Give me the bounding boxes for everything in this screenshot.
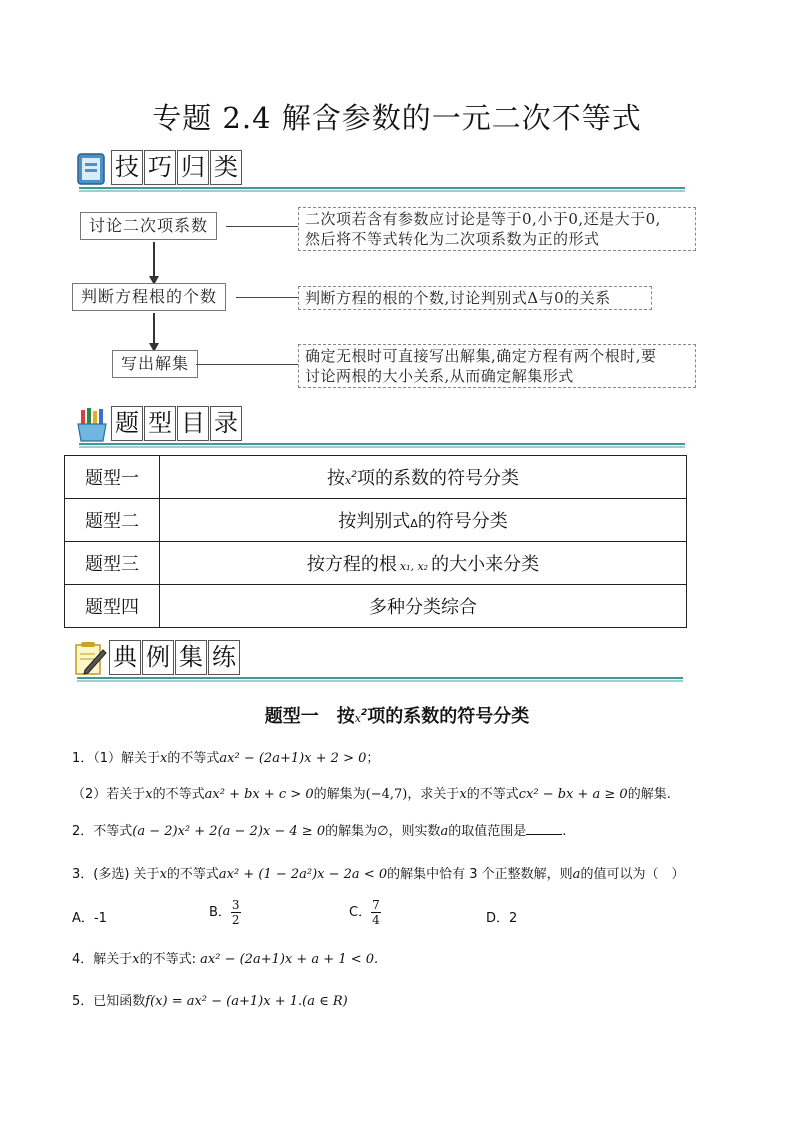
question-5: 5．已知函数f(x) = ax² − (a+1)x + 1.(a ∈ R): [72, 994, 348, 1009]
section-char: 归: [177, 150, 209, 185]
type-one-heading: 题型一 按$x^2$项的系数的符号分类: [264, 706, 530, 727]
question-1b: （2）若关于x的不等式ax² + bx + c > 0的解集为(−4,7)，求关于x的不等式cx² − bx + a ≥ 0的解集.: [72, 787, 671, 802]
question-1a: 1．（1）解关于x的不等式ax² − (2a+1)x + 2 > 0；: [72, 751, 380, 766]
type-key: 题型三: [65, 542, 160, 585]
answer-blank[interactable]: [526, 822, 562, 835]
option-c[interactable]: C． $\frac{7}{4}$: [349, 898, 380, 927]
flow-arrow-line: [153, 242, 155, 278]
table-row: [65, 456, 687, 499]
type-desc: 按判别式Δ的符号分类: [160, 499, 687, 542]
type-desc: 多种分类综合: [160, 585, 687, 628]
section-char: 集: [175, 640, 207, 675]
section-header-skills: [75, 150, 685, 192]
connector: [196, 364, 300, 365]
flow-step-2: 判断方程根的个数: [72, 283, 226, 311]
connector: [236, 297, 300, 298]
question-4: 4．解关于x的不等式: ax² − (2a+1)x + a + 1 < 0.: [72, 952, 379, 967]
pencil-cup-icon: [75, 408, 109, 442]
section-char: 练: [208, 640, 240, 675]
option-b[interactable]: B． $\frac{3}{2}$: [209, 898, 240, 927]
flow-note-1: 二次项若含有参数应讨论是等于0,小于0,还是大于0, 然后将不等式转化为二次项系数为正的形式: [298, 207, 696, 251]
section-char: 录: [210, 406, 242, 441]
option-d[interactable]: D．2: [486, 911, 518, 926]
connector: [226, 226, 300, 227]
section-char: 类: [210, 150, 242, 185]
question-2: 2．不等式(a − 2)x² + 2(a − 2)x − 4 ≥ 0的解集为∅，则实数a的取值范围是 .: [72, 824, 567, 839]
section-char: 巧: [144, 150, 176, 185]
type-key: 题型二: [65, 499, 160, 542]
section-char: 技: [111, 150, 143, 185]
section-char: 题: [111, 406, 143, 441]
notepad-pencil-icon: [73, 642, 107, 676]
flow-note-3: 确定无根时可直接写出解集,确定方程有两个根时,要 讨论两根的大小关系,从而确定解集形式: [298, 344, 696, 388]
table-row: [65, 499, 687, 542]
flow-step-1: 讨论二次项系数: [80, 212, 217, 240]
section-header-examples: [73, 640, 683, 682]
type-desc: 按$x^2$项的系数的符号分类: [160, 456, 687, 499]
flow-step-3: 写出解集: [112, 350, 198, 378]
section-char: 目: [177, 406, 209, 441]
section-char: 典: [109, 640, 141, 675]
section-char: 例: [142, 640, 174, 675]
flow-note-2: 判断方程的根的个数,讨论判别式Δ与0的关系: [298, 286, 652, 310]
question-3-options: [72, 898, 672, 934]
flow-arrow-line: [153, 313, 155, 345]
option-a[interactable]: A．-1: [72, 911, 107, 926]
page-title: 专题 2.4 解含参数的一元二次不等式: [152, 101, 642, 135]
type-desc: 按方程的根 x₁, x₂ 的大小来分类: [160, 542, 687, 585]
table-row: [65, 542, 687, 585]
section-header-catalog: [75, 406, 685, 448]
section-char: 型: [144, 406, 176, 441]
type-key: 题型四: [65, 585, 160, 628]
table-row: [65, 585, 687, 628]
question-3: 3．(多选) 关于x的不等式ax² + (1 − 2a²)x − 2a < 0的解集中恰有 3 个正整数解，则a的值可以为（ ）: [72, 867, 685, 882]
notebook-icon: [75, 152, 109, 186]
type-key: 题型一: [65, 456, 160, 499]
question-type-table: [64, 455, 687, 628]
